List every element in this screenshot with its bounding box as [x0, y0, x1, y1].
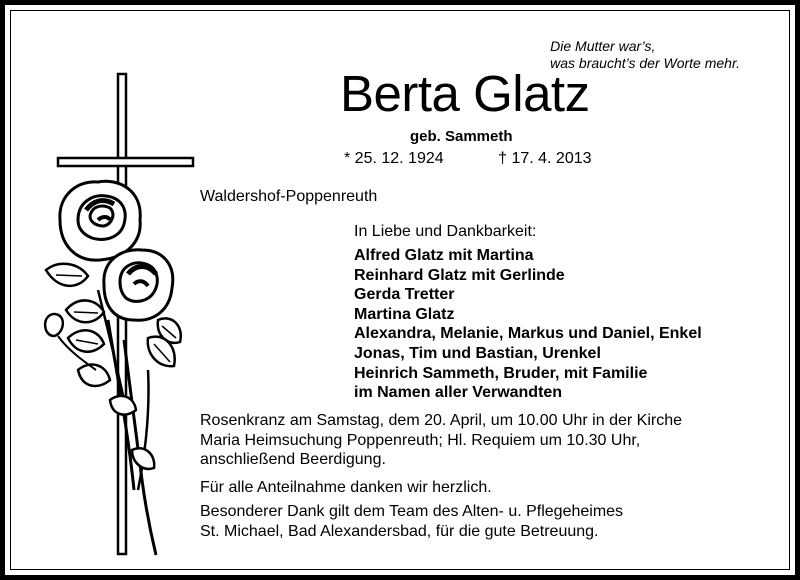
mourner-entry: Alfred Glatz mit Martina	[354, 247, 534, 264]
motto-line: Die Mutter war’s,	[550, 38, 656, 54]
special-thanks-line: Besonderer Dank gilt dem Team des Alten- u. Pflegeheimes	[200, 503, 624, 520]
deceased-name: Berta Glatz	[340, 65, 590, 122]
mourner-entry: Jonas, Tim und Bastian, Urenkel	[354, 344, 601, 362]
cross-with-roses-illustration	[38, 70, 208, 570]
death-date: † 17. 4. 2013	[498, 150, 592, 167]
mourner-entry: Martina Glatz	[354, 305, 455, 323]
mourners-list	[354, 246, 702, 403]
mourner-entry: Reinhard Glatz mit Gerlinde	[354, 266, 565, 284]
birth-name: geb. Sammeth	[410, 128, 513, 145]
service-info	[200, 411, 682, 470]
thanks-line: Für alle Anteilnahme danken wir herzlich.	[200, 479, 492, 496]
place-name: Waldershof-Poppenreuth	[200, 188, 378, 205]
service-line: Rosenkranz am Samstag, dem 20. April, um 10.00 Uhr in der Kirche	[200, 412, 682, 429]
birth-date: * 25. 12. 1924	[344, 150, 444, 167]
thanks-intro: In Liebe und Dankbarkeit:	[354, 223, 537, 240]
mourner-entry: Alexandra, Melanie, Markus und Daniel, Enkel	[354, 325, 702, 343]
service-line: Maria Heimsuchung Poppenreuth; Hl. Requiem um 10.30 Uhr,	[200, 431, 641, 449]
life-dates	[344, 150, 592, 168]
special-thanks-line: St. Michael, Bad Alexandersbad, für die gute Betreuung.	[200, 522, 599, 540]
mourner-entry: im Namen aller Verwandten	[354, 384, 563, 402]
mourner-entry: Heinrich Sammeth, Bruder, mit Familie	[354, 364, 648, 382]
service-line: anschließend Beerdigung.	[200, 451, 386, 468]
special-thanks	[200, 502, 623, 541]
motto-line: was braucht’s der Worte mehr.	[550, 55, 740, 71]
mourner-entry: Gerda Tretter	[354, 286, 455, 304]
